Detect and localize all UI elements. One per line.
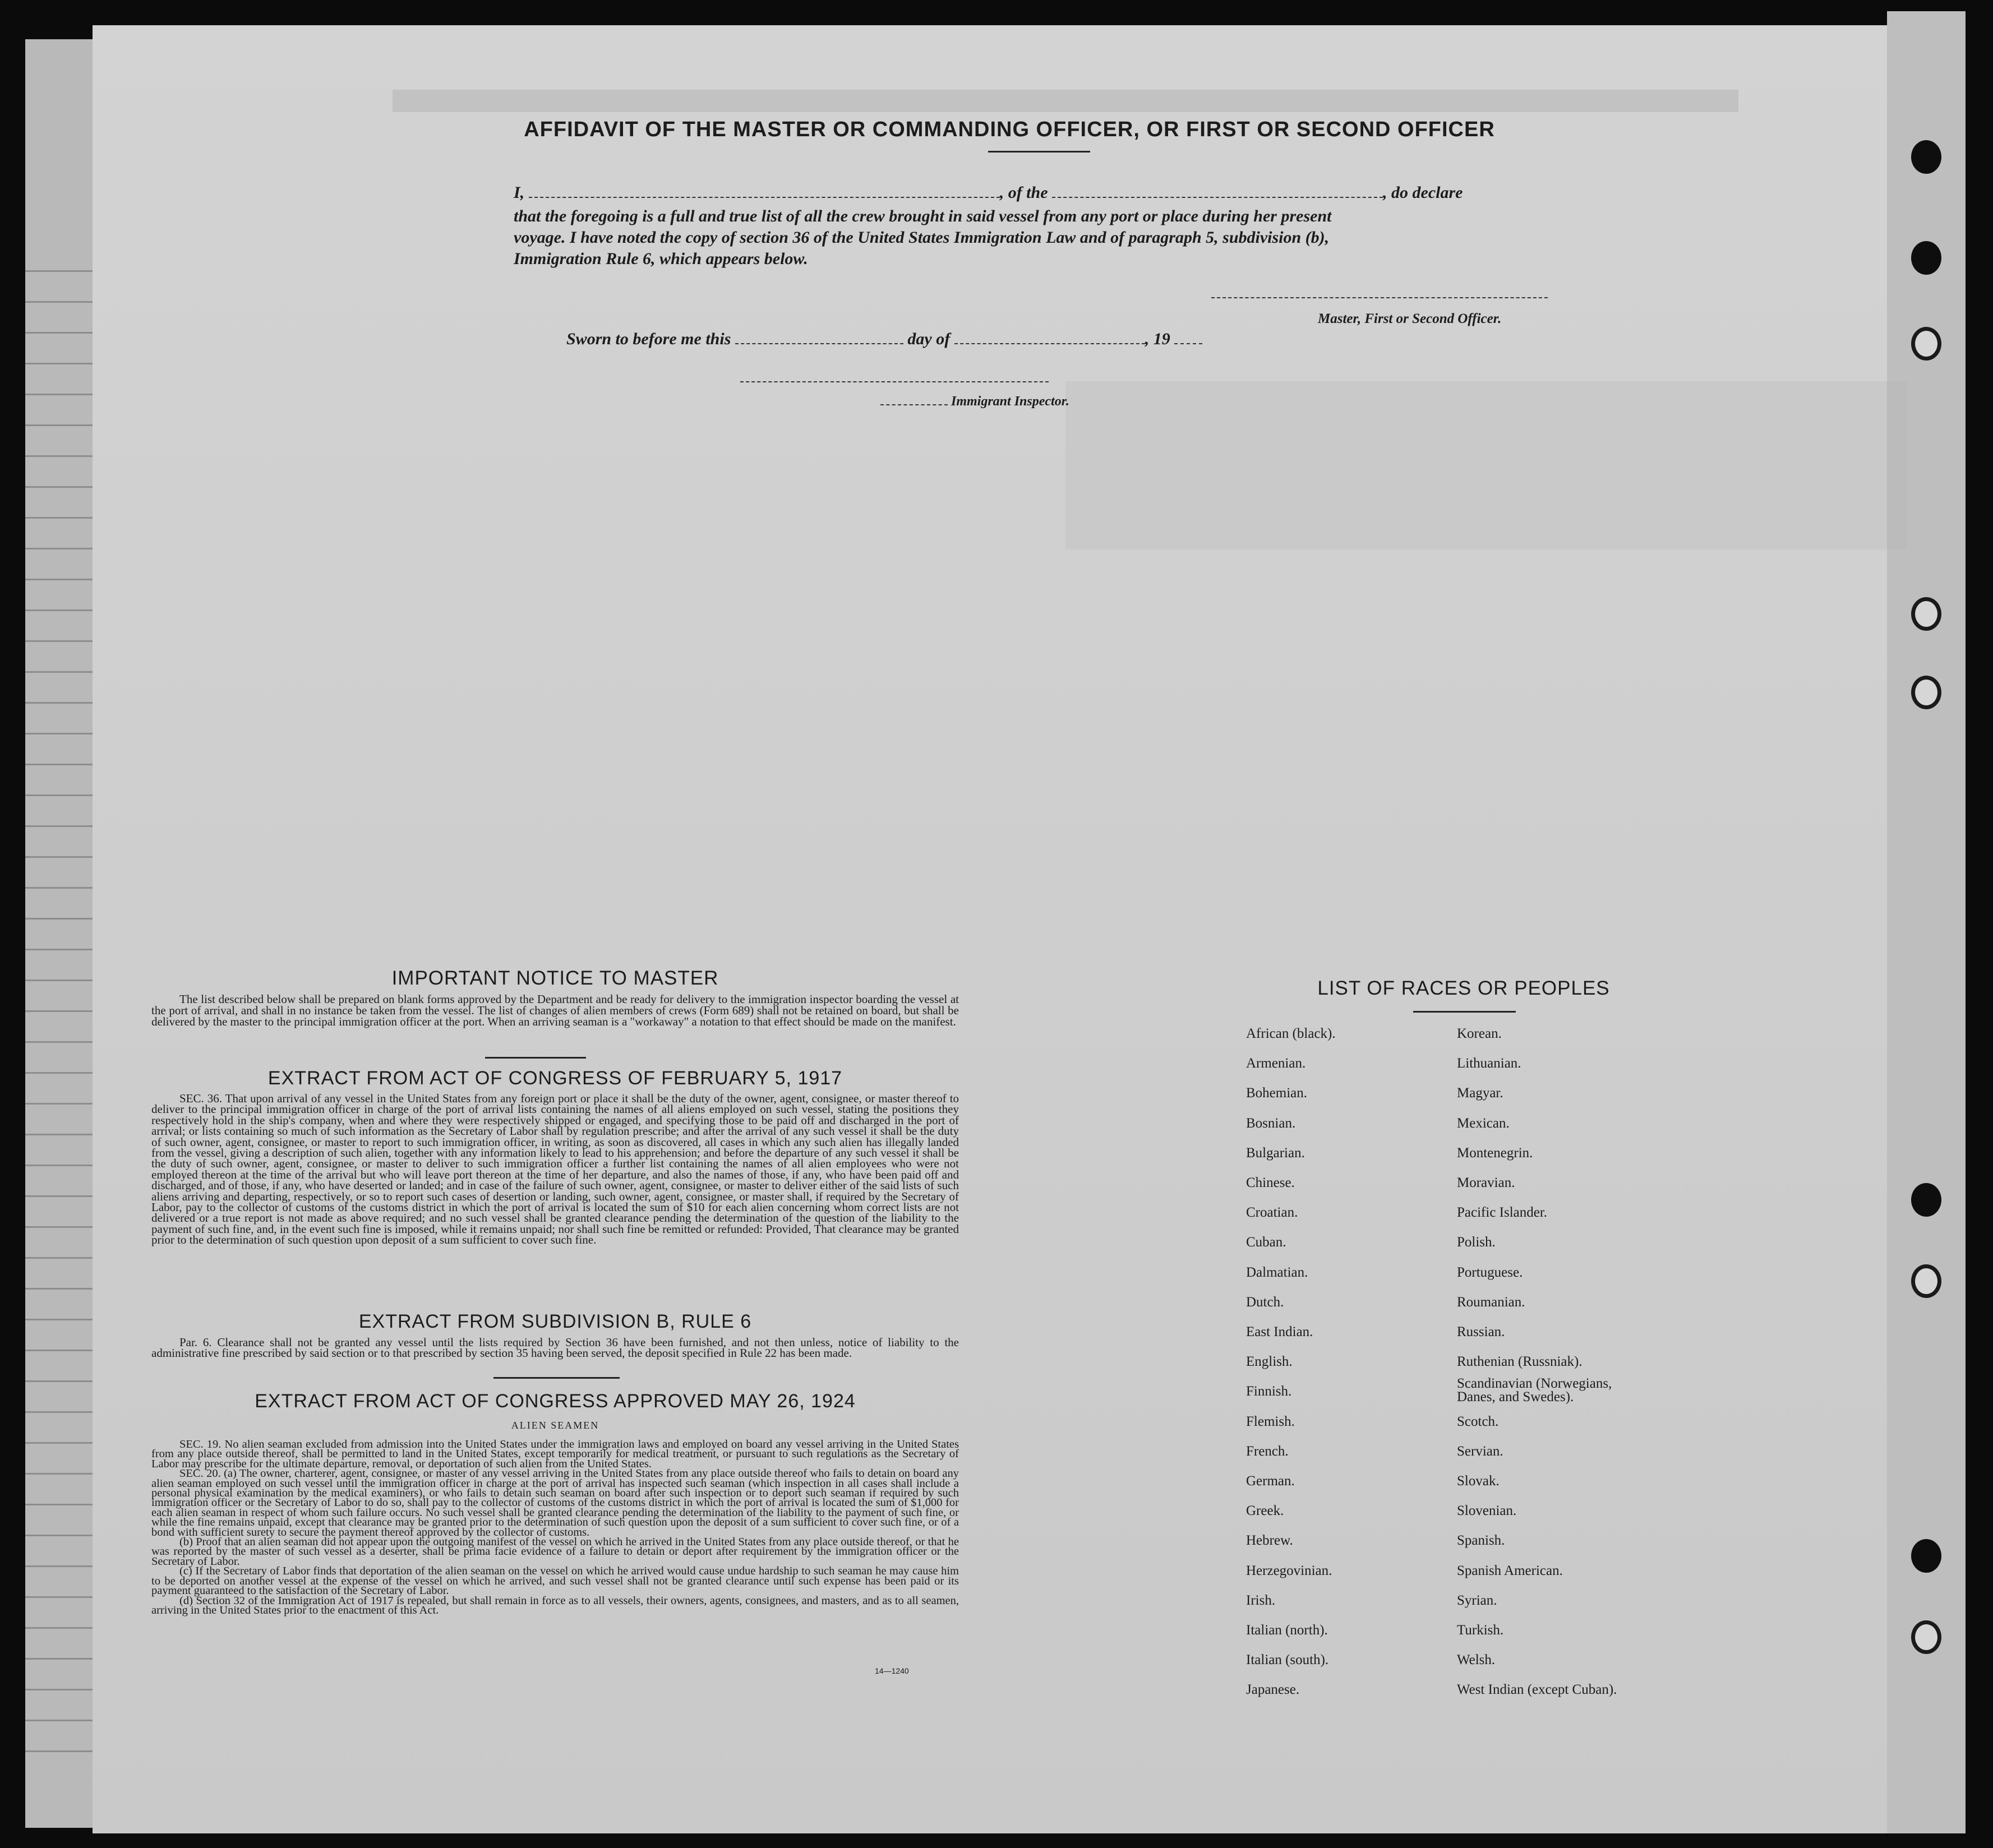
races-title: LIST OF RACES OR PEOPLES: [1317, 977, 1610, 999]
race-item: Spanish.: [1457, 1533, 1505, 1549]
race-item: Montenegrin.: [1457, 1145, 1533, 1161]
race-item: Herzegovinian.: [1246, 1563, 1332, 1578]
race-item: Italian (north).: [1246, 1623, 1328, 1638]
race-item: Chinese.: [1246, 1175, 1295, 1190]
race-item: Servian.: [1457, 1443, 1503, 1459]
race-item: Armenian.: [1246, 1056, 1306, 1071]
ruled-back-page: [25, 241, 98, 1755]
binding-hole: [1911, 1183, 1941, 1217]
affidavit-body: [514, 183, 1562, 271]
year-label: , 19: [1145, 330, 1170, 348]
race-item: English.: [1246, 1354, 1293, 1370]
affidavit-title: AFFIDAVIT OF THE MASTER OR COMMANDING OFFICER, OR FIRST OR SECOND OFFICER: [524, 118, 1495, 141]
race-item: Bosnian.: [1246, 1115, 1296, 1131]
sworn-line: [566, 330, 1202, 349]
race-item: Turkish.: [1457, 1623, 1504, 1638]
race-item: French.: [1246, 1443, 1289, 1459]
race-item: Italian (south).: [1246, 1652, 1329, 1668]
race-item: Korean.: [1457, 1026, 1502, 1041]
inspector-line: [880, 394, 1069, 409]
race-item: Roumanian.: [1457, 1294, 1525, 1310]
race-item: Greek.: [1246, 1503, 1284, 1519]
binding-hole: [1911, 327, 1941, 361]
extract1-text: SEC. 36. That upon arrival of any vessel in the United States from any foreign port or place it shall be the duty of the owner, agent, consignee, or master thereof to deliver to the principal immigration officer in charge of the port of arrival lists containing the names of all aliens employed on such vessel, stating the positions they respectively hold in the ship's company, when and where they were respectively shipped or engaged, and specifying those to be paid off and discharged in the port of arrival; or lists containing so much of such information as the Secretary of Labor shall by regulation prescribe; and after the arrival of any such vessel it shall be the duty of such owner, agent, consignee, or master to report to such immigration officer, in writing, as soon as discovered, all cases in which any such alien has illegally landed from the vessel, giving a description of such alien, together with any information likely to lead to his apprehension; and before the departure of any such vessel it shall be the duty of such owner, agent, consignee, or master to deliver to such immigration officer a further list containing the names of all alien employees who were not employed thereon at the time of the arrival but who will leave port thereon at the time of her departure, and also the names of those, if any, who have been paid off and discharged, and of those, if any, who have deserted or landed; and in case of the failure of such owner, agent, consignee, or master to deliver either of the said lists of such aliens arriving and departing, respectively, or so to report such cases of desertion or landing, such owner, agent, consignee, or master shall, if required by the Secretary of Labor, pay to the collector of customs of the customs district in which the port of arrival is located the sum of $10 for each alien concerning whom correct lists are not delivered or a true report is not made as above required; and no such vessel shall be granted clearance pending the determination of the question of the liability to the payment of such fine, and, in the event such fine is imposed, while it remains unpaid; nor shall such fine be remitted or refunded: Provided, That clearance may be granted prior to the determination of such question upon deposit of a sum sufficient to cover such fine.: [151, 1092, 959, 1247]
race-item: Bohemian.: [1246, 1085, 1308, 1101]
bleed-through: [393, 90, 1738, 112]
race-item: Japanese.: [1246, 1682, 1300, 1698]
affidavit-line-2: that the foregoing is a full and true list of all the crew brought in said vessel from any port or place during her present: [514, 207, 1332, 225]
notice-text: The list described below shall be prepared on blank forms approved by the Department and be ready for delivery to the immigration inspector boarding the vessel at the port of arrival, and shall in no instance be taken from the vessel. The list of changes of alien members of crews (Form 689) shall not be retained on board, but shall be delivered by the master to the principal immigration officer at the port. When an arriving seaman is a "workaway" a notation to that effect should be made on the manifest.: [151, 992, 959, 1028]
day-of-label: day of: [907, 330, 951, 348]
form-number: 14—1240: [875, 1666, 909, 1675]
race-item: Slovak.: [1457, 1473, 1500, 1489]
vessel-blank[interactable]: [1052, 197, 1383, 198]
officer-signature-line[interactable]: [1211, 297, 1548, 298]
race-item: Portuguese.: [1457, 1264, 1523, 1280]
sworn-month-blank[interactable]: [954, 343, 1145, 344]
notice-title: IMPORTANT NOTICE TO MASTER: [391, 967, 719, 989]
inspector-dash: [880, 404, 948, 405]
bleed-through: [1065, 381, 1907, 549]
sworn-label: Sworn to before me this: [566, 330, 731, 348]
affidavit-line-4: Immigration Rule 6, which appears below.: [514, 250, 808, 268]
race-item: Ruthenian (Russniak).: [1457, 1354, 1583, 1370]
race-item: West Indian (except Cuban).: [1457, 1682, 1617, 1698]
extract3-paragraph: SEC. 20. (a) The owner, charterer, agent, consignee, or master of any vessel arriving in the United States from any place outside thereof who fails to detain on board any alien seaman employed on such vessel until the immigration officer in charge at the port of arrival has inspected such seaman (which inspection in all cases shall include a personal physical examination by the medical examiners), or who fails to detain such seaman on board after such inspection or to deport such seaman if required by such immigration officer or the Secretary of Labor to do so, shall pay to the collector of customs of the customs district in which the port of arrival is located the sum of $1,000 for each alien seaman in respect of whom such failure occurs. No such vessel shall be granted clearance pending the determination of the liability to the payment of such fine, or while the fine remains unpaid, except that clearance may be granted prior to the determination of such question upon the deposit of a sum sufficient to cover such fine, or of a bond with sufficient surety to secure the payment thereof approved by the collector of customs.: [151, 1467, 959, 1539]
extract2-rule: [493, 1377, 620, 1379]
extract3-subtitle: ALIEN SEAMEN: [511, 1420, 599, 1431]
name-blank[interactable]: [529, 197, 1000, 198]
extract1-title: EXTRACT FROM ACT OF CONGRESS OF FEBRUARY 5, 1917: [267, 1068, 843, 1089]
race-item: Magyar.: [1457, 1085, 1503, 1101]
race-item: Croatian.: [1246, 1205, 1298, 1221]
extract2-text: Par. 6. Clearance shall not be granted any vessel until the lists required by Section 36 have been furnished, and not then unless, notice of liability to the administrative fine prescribed by said section or to that prescribed by section 35 having been served, the deposit specified in Rule 22 has been made.: [151, 1336, 959, 1360]
affidavit-line-3: voyage. I have noted the copy of section 36 of the United States Immigration Law and of paragraph 5, subdivision (b),: [514, 228, 1330, 247]
binding-hole: [1911, 241, 1941, 275]
title-rule: [988, 151, 1090, 153]
race-item: Irish.: [1246, 1592, 1276, 1608]
binding-hole: [1911, 1620, 1941, 1654]
race-item: African (black).: [1246, 1026, 1336, 1041]
race-item: Slovenian.: [1457, 1503, 1517, 1519]
race-item: Pacific Islander.: [1457, 1205, 1548, 1221]
race-item: East Indian.: [1246, 1324, 1313, 1339]
extract3-paragraph: (c) If the Secretary of Labor finds that deportation of the alien seaman on the vessel on which he arrived would cause undue hardship to such seaman he may cause him to be deported on another vessel at the expense of the vessel on which he arrived, and such vessel shall not be granted clearance until such expense has been paid or its payment guaranteed to the satisfaction of the Secretary of Labor.: [151, 1565, 959, 1597]
sworn-day-blank[interactable]: [735, 343, 903, 344]
extract3-paragraph: (d) Section 32 of the Immigration Act of 1917 is repealed, but shall remain in force as to all vessels, their owners, agents, consignees, and masters, and as to all seamen, arriving in the United States prior to the enactment of this Act.: [151, 1594, 959, 1616]
officer-label: Master, First or Second Officer.: [1318, 311, 1502, 326]
extract2-title: EXTRACT FROM SUBDIVISION B, RULE 6: [358, 1311, 752, 1332]
extract3-paragraph: SEC. 19. No alien seaman excluded from admission into the United States under the immigration laws and employed on board any vessel arriving in the United States from any place outside thereof, shall be permitted to land in the United States, except temporarily for medical treatment, or pursuant to such regulations as the Secretary of Labor may prescribe for the ultimate departure, removal, or deportation of such alien from the United States.: [151, 1438, 959, 1470]
race-item: Lithuanian.: [1457, 1056, 1521, 1071]
race-item: Mexican.: [1457, 1115, 1510, 1131]
race-item: Cuban.: [1246, 1235, 1286, 1250]
race-item: Scandinavian (Norwegians, Danes, and Swedes).: [1457, 1376, 1612, 1405]
race-item: Dutch.: [1246, 1294, 1284, 1310]
inspector-label: Immigrant Inspector.: [951, 394, 1069, 409]
races-rule: [1413, 1011, 1516, 1013]
race-item: Scotch.: [1457, 1413, 1499, 1429]
race-item: Moravian.: [1457, 1175, 1515, 1190]
race-item: Bulgarian.: [1246, 1145, 1305, 1161]
extract3-paragraph: (b) Proof that an alien seaman did not appear upon the outgoing manifest of the vessel on which he arrived in the United States from any place outside thereof, or that he was reported by the master of such vessel as a deserter, shall be prima facie evidence of a failure to detain or deport after requirement by the immigration officer or the Secretary of Labor.: [151, 1536, 959, 1568]
sworn-year-blank[interactable]: [1174, 343, 1202, 344]
race-item: Spanish American.: [1457, 1563, 1563, 1578]
binding-hole: [1911, 597, 1941, 631]
binding-hole: [1911, 1264, 1941, 1298]
race-item: German.: [1246, 1473, 1295, 1489]
race-item: Finnish.: [1246, 1384, 1292, 1399]
notice-rule: [485, 1057, 586, 1059]
race-item: Hebrew.: [1246, 1533, 1293, 1549]
race-item: Polish.: [1457, 1235, 1496, 1250]
affidavit-declare: , do declare: [1383, 183, 1463, 202]
race-item: Dalmatian.: [1246, 1264, 1308, 1280]
extract3-body: [151, 1440, 959, 1615]
affidavit-i: I,: [514, 183, 525, 202]
race-item: Russian.: [1457, 1324, 1505, 1339]
affidavit-of-the: , of the: [999, 183, 1048, 202]
race-item: Syrian.: [1457, 1592, 1497, 1608]
binding-hole: [1911, 676, 1941, 709]
binding-hole: [1911, 1539, 1941, 1573]
inspector-signature-line[interactable]: [740, 381, 1049, 382]
binding-hole: [1911, 140, 1941, 174]
extract3-title: EXTRACT FROM ACT OF CONGRESS APPROVED MAY 26, 1924: [255, 1390, 856, 1412]
race-item: Welsh.: [1457, 1652, 1496, 1668]
race-item: Flemish.: [1246, 1413, 1295, 1429]
